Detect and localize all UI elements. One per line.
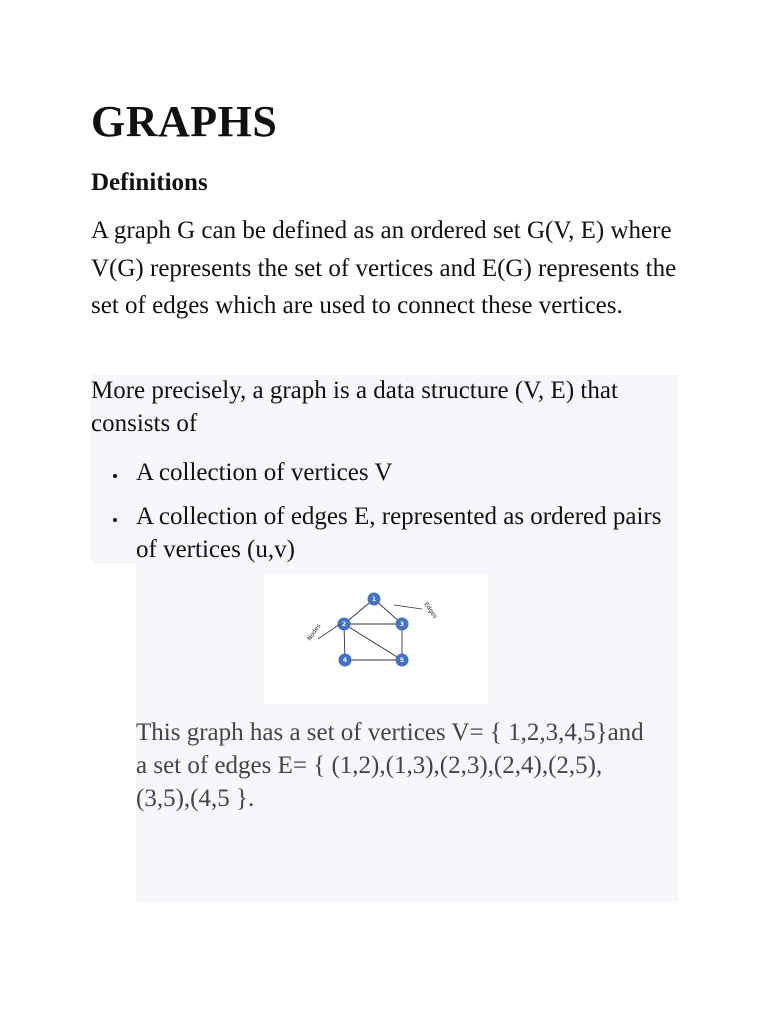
graph-node-label-4: 4 xyxy=(342,657,348,664)
graph-node-label-3: 3 xyxy=(399,621,405,628)
bullet-item-edges xyxy=(91,500,678,566)
graph-edges xyxy=(341,599,405,660)
section-heading-definitions: Definitions xyxy=(91,169,208,196)
bullet-item-vertices xyxy=(91,456,678,489)
graph-annotations xyxy=(306,601,439,642)
graph-diagram xyxy=(264,574,488,704)
graph-node-label-2: 2 xyxy=(341,621,347,628)
graph-node-label-1: 1 xyxy=(371,596,377,603)
bullet-text: A collection of vertices V xyxy=(136,459,393,486)
bullet-text: A collection of edges E, represented as ordered pairs of vertices (u,v) xyxy=(136,503,662,563)
edges-annotation-label: Edges xyxy=(422,601,439,621)
bullet-list xyxy=(91,456,678,577)
intro-paragraph: More precisely, a graph is a data structure (V, E) that consists of xyxy=(91,377,618,437)
graph-node-label-5: 5 xyxy=(399,657,405,664)
bullet-dot-icon xyxy=(113,518,117,522)
graph-figure xyxy=(264,574,488,704)
graph-nodes xyxy=(338,593,409,667)
graph-caption: This graph has a set of vertices V= { 1,2,3,4,5}and a set of edges E= { (1,2),(1,3),(2,3),(2,4),(2,5),(3,5),(4,5 }. xyxy=(136,719,644,812)
nodes-annotation-label: Nodes xyxy=(305,622,323,643)
edges-pointer-line xyxy=(394,605,422,609)
definition-paragraph: A graph G can be defined as an ordered set G(V, E) where V(G) represents the set of vertices and E(G) represents the set of edges which are used to connect these vertices. xyxy=(91,217,677,319)
bullet-dot-icon xyxy=(113,474,117,478)
page-title: GRAPHS xyxy=(91,97,278,146)
graph-edge-2-5 xyxy=(344,624,402,660)
